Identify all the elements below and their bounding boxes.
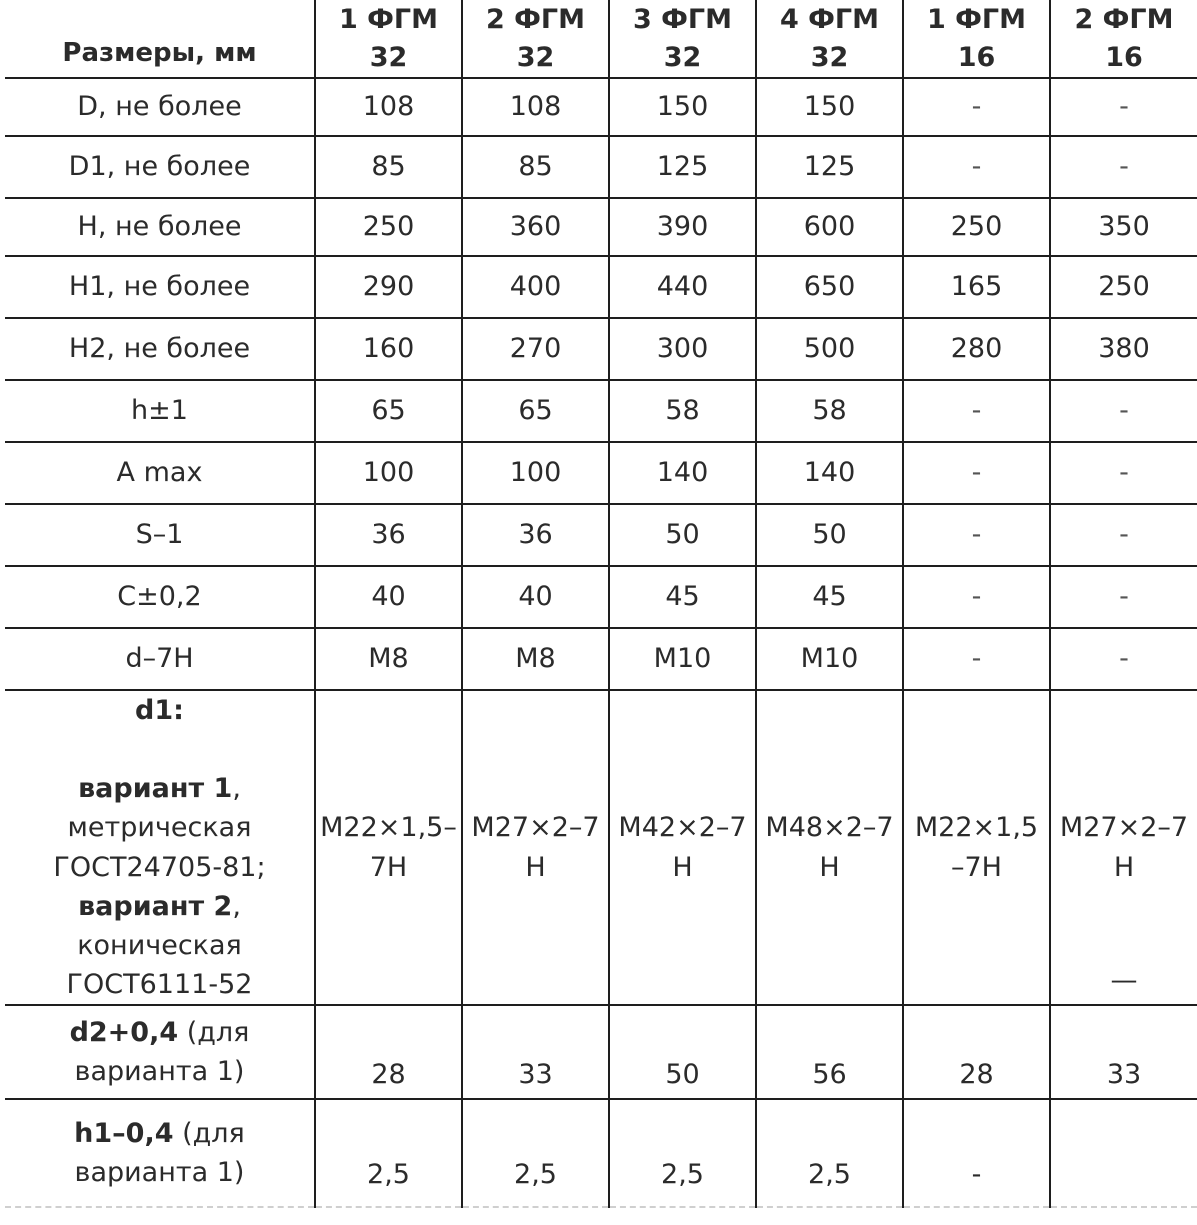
row-label: H2, не более <box>5 318 315 380</box>
table-cell: 85 <box>315 136 462 198</box>
header-label: Размеры, мм <box>5 0 315 78</box>
d2-cell-6: 33 <box>1050 1005 1197 1099</box>
d2-cell-1: 28 <box>315 1005 462 1099</box>
d2-cell-5: 28 <box>903 1005 1050 1099</box>
header-col-3: 3 ФГМ 32 <box>609 0 756 78</box>
table-cell: 140 <box>609 442 756 504</box>
d2-cell-2: 33 <box>462 1005 609 1099</box>
table-cell: 250 <box>903 198 1050 256</box>
table-cell: 360 <box>462 198 609 256</box>
table-cell: 45 <box>609 566 756 628</box>
table-cell: 500 <box>756 318 903 380</box>
table-cell: 58 <box>609 380 756 442</box>
h1-cell-6 <box>1050 1099 1197 1207</box>
table-row <box>5 380 1197 442</box>
table-cell: M8 <box>315 628 462 690</box>
table-cell: 350 <box>1050 198 1197 256</box>
h1-cell-1: 2,5 <box>315 1099 462 1207</box>
table-cell: - <box>1050 136 1197 198</box>
table-cell: - <box>1050 380 1197 442</box>
table-cell: 50 <box>756 504 903 566</box>
row-label: S–1 <box>5 504 315 566</box>
table-cell: 440 <box>609 256 756 318</box>
row-label-h1: h1–0,4 (для варианта 1) <box>5 1099 315 1207</box>
table-cell: - <box>903 504 1050 566</box>
d1-cell-4: M48×2–7 H <box>756 690 903 1005</box>
table-cell: 280 <box>903 318 1050 380</box>
table-cell: 65 <box>462 380 609 442</box>
row-label: d–7H <box>5 628 315 690</box>
table-cell: 125 <box>609 136 756 198</box>
table-cell: 108 <box>462 78 609 136</box>
table-cell: 390 <box>609 198 756 256</box>
d1-cell-1: M22×1,5– 7H <box>315 690 462 1005</box>
row-label: h±1 <box>5 380 315 442</box>
table-cell: 108 <box>315 78 462 136</box>
table-row <box>5 566 1197 628</box>
table-cell: 58 <box>756 380 903 442</box>
table-cell: - <box>1050 566 1197 628</box>
table-cell: - <box>903 566 1050 628</box>
table-row-h1 <box>5 1099 1197 1207</box>
h1-cell-2: 2,5 <box>462 1099 609 1207</box>
table-cell: 65 <box>315 380 462 442</box>
table-cell: M10 <box>756 628 903 690</box>
table-row <box>5 442 1197 504</box>
table-row-d1 <box>5 690 1197 1005</box>
row-label: D, не более <box>5 78 315 136</box>
dimensions-table <box>5 0 1197 1208</box>
table-cell: - <box>903 78 1050 136</box>
table-cell: 270 <box>462 318 609 380</box>
table-cell: 100 <box>315 442 462 504</box>
d1-extra-dash: — <box>1110 964 1138 996</box>
table-cell: - <box>1050 442 1197 504</box>
table-cell: 250 <box>315 198 462 256</box>
d2-cell-3: 50 <box>609 1005 756 1099</box>
table-cell: - <box>903 380 1050 442</box>
row-label-d2: d2+0,4 (для варианта 1) <box>5 1005 315 1099</box>
table-cell: M8 <box>462 628 609 690</box>
header-row <box>5 0 1197 78</box>
table-cell: 100 <box>462 442 609 504</box>
d1-cell-3: M42×2–7 H <box>609 690 756 1005</box>
table-row <box>5 628 1197 690</box>
table-cell: 600 <box>756 198 903 256</box>
table-cell: - <box>1050 78 1197 136</box>
h1-cell-5: - <box>903 1099 1050 1207</box>
table-row <box>5 504 1197 566</box>
d1-cell-5: M22×1,5 –7H <box>903 690 1050 1005</box>
table-cell: 36 <box>462 504 609 566</box>
table-row <box>5 256 1197 318</box>
table-cell: 300 <box>609 318 756 380</box>
header-col-1: 1 ФГМ 32 <box>315 0 462 78</box>
table-cell: 140 <box>756 442 903 504</box>
row-label: H1, не более <box>5 256 315 318</box>
d1-cell-6: M27×2–7 H — <box>1050 690 1197 1005</box>
table-cell: 40 <box>462 566 609 628</box>
table-cell: 125 <box>756 136 903 198</box>
table-cell: 150 <box>756 78 903 136</box>
table-row <box>5 136 1197 198</box>
row-label: A max <box>5 442 315 504</box>
header-col-6: 2 ФГМ 16 <box>1050 0 1197 78</box>
table-cell: 40 <box>315 566 462 628</box>
row-label: H, не более <box>5 198 315 256</box>
table-cell: - <box>1050 504 1197 566</box>
table-row-d2 <box>5 1005 1197 1099</box>
table-cell: 36 <box>315 504 462 566</box>
header-col-4: 4 ФГМ 32 <box>756 0 903 78</box>
table-cell: 650 <box>756 256 903 318</box>
header-col-5: 1 ФГМ 16 <box>903 0 1050 78</box>
table-cell: 85 <box>462 136 609 198</box>
d2-cell-4: 56 <box>756 1005 903 1099</box>
table-cell: 50 <box>609 504 756 566</box>
row-label: D1, не более <box>5 136 315 198</box>
table-cell: 165 <box>903 256 1050 318</box>
table-cell: 150 <box>609 78 756 136</box>
table-cell: 380 <box>1050 318 1197 380</box>
h1-cell-3: 2,5 <box>609 1099 756 1207</box>
table-cell: 250 <box>1050 256 1197 318</box>
table-cell: M10 <box>609 628 756 690</box>
row-label-d1: d1: вариант 1, метрическая ГОСТ24705-81; вариант 2, коническая ГОСТ6111-52 <box>5 690 315 1005</box>
table-cell: 45 <box>756 566 903 628</box>
table-row <box>5 198 1197 256</box>
h1-cell-4: 2,5 <box>756 1099 903 1207</box>
header-col-2: 2 ФГМ 32 <box>462 0 609 78</box>
table-row <box>5 318 1197 380</box>
table-cell: - <box>1050 628 1197 690</box>
row-label: C±0,2 <box>5 566 315 628</box>
table-cell: 290 <box>315 256 462 318</box>
table-cell: 400 <box>462 256 609 318</box>
table-cell: 160 <box>315 318 462 380</box>
d1-cell-2: M27×2–7 H <box>462 690 609 1005</box>
table-row <box>5 78 1197 136</box>
table-cell: - <box>903 442 1050 504</box>
table-cell: - <box>903 628 1050 690</box>
table-cell: - <box>903 136 1050 198</box>
